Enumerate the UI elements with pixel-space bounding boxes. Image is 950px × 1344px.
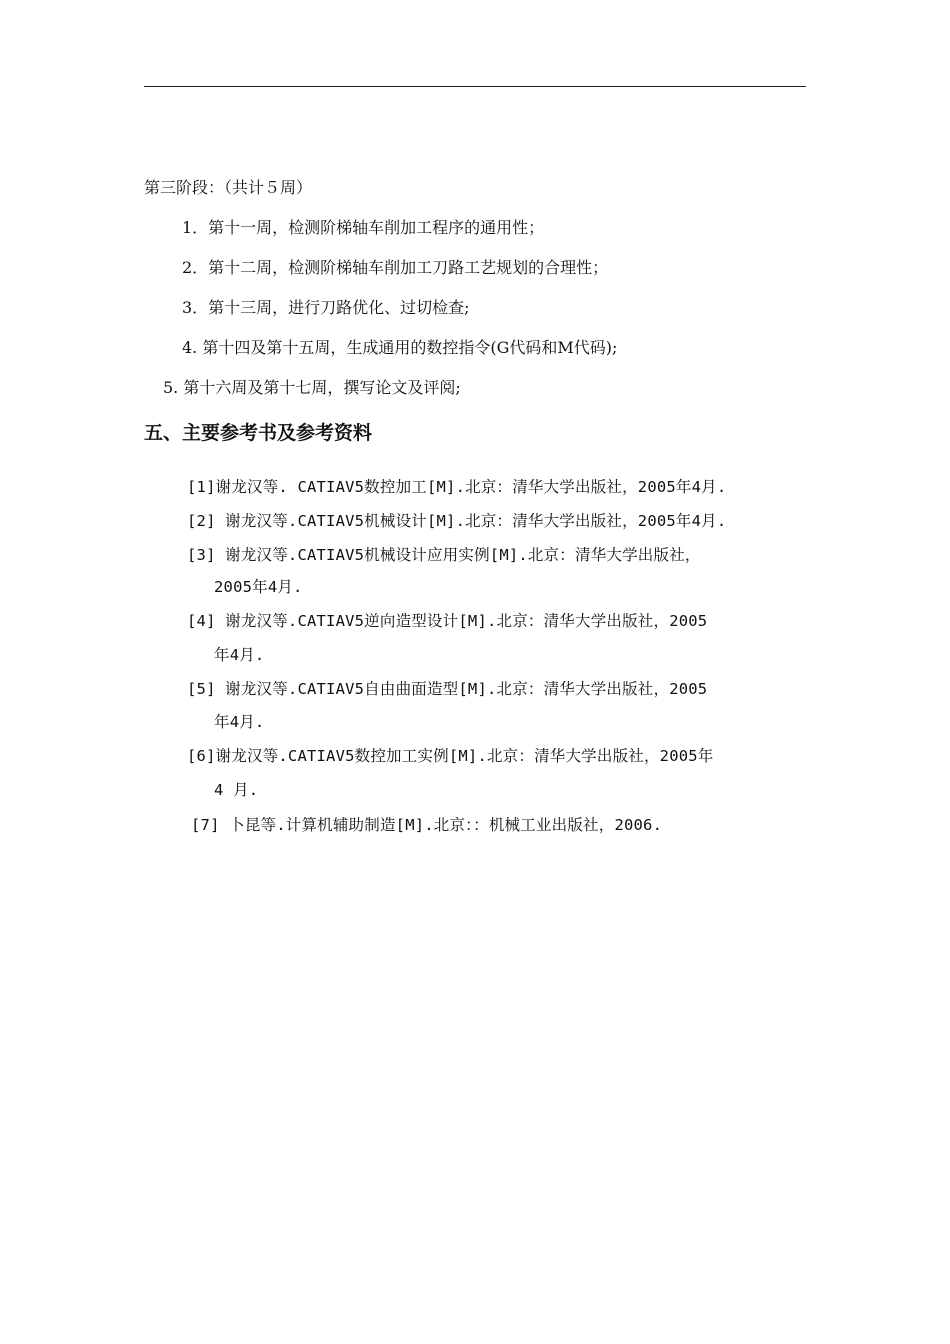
section-heading: 五、主要参考书及参考资料 <box>144 422 373 444</box>
stage-item-1: 1．第十一周，检测阶梯轴车削加工程序的通用性； <box>182 218 545 237</box>
reference-1: [1]谢龙汉等. CATIAV5数控加工[M].北京：清华大学出版社，2005年4月. <box>187 478 727 496</box>
reference-4-cont: 年4月. <box>214 646 265 664</box>
reference-2: [2] 谢龙汉等.CATIAV5机械设计[M].北京：清华大学出版社，2005年4月. <box>187 512 727 530</box>
stage-item-2: 2．第十二周，检测阶梯轴车削加工刀路工艺规划的合理性； <box>182 258 609 277</box>
reference-5-cont: 年4月. <box>214 713 265 731</box>
reference-6: [6]谢龙汉等.CATIAV5数控加工实例[M].北京：清华大学出版社，2005年 <box>187 747 714 765</box>
stage-title: 第三阶段：（共计５周） <box>144 178 313 197</box>
stage-item-3: 3．第十三周，进行刀路优化、过切检查; <box>182 298 470 317</box>
stage-item-4: 4. 第十四及第十五周，生成通用的数控指令(G代码和M代码); <box>182 338 618 357</box>
reference-3: [3] 谢龙汉等.CATIAV5机械设计应用实例[M].北京：清华大学出版社， <box>187 546 701 564</box>
reference-3-cont: 2005年4月. <box>214 578 303 596</box>
stage-item-5: 5. 第十六周及第十七周，撰写论文及评阅; <box>163 378 461 397</box>
reference-5: [5] 谢龙汉等.CATIAV5自由曲面造型[M].北京：清华大学出版社，2005 <box>187 680 708 698</box>
reference-7: [7] 卜昆等.计算机辅助制造[M].北京：：机械工业出版社，2006. <box>191 816 663 834</box>
header-rule <box>144 86 806 87</box>
reference-4: [4] 谢龙汉等.CATIAV5逆向造型设计[M].北京：清华大学出版社，2005 <box>187 612 708 630</box>
reference-6-cont: 4 月. <box>214 781 259 799</box>
